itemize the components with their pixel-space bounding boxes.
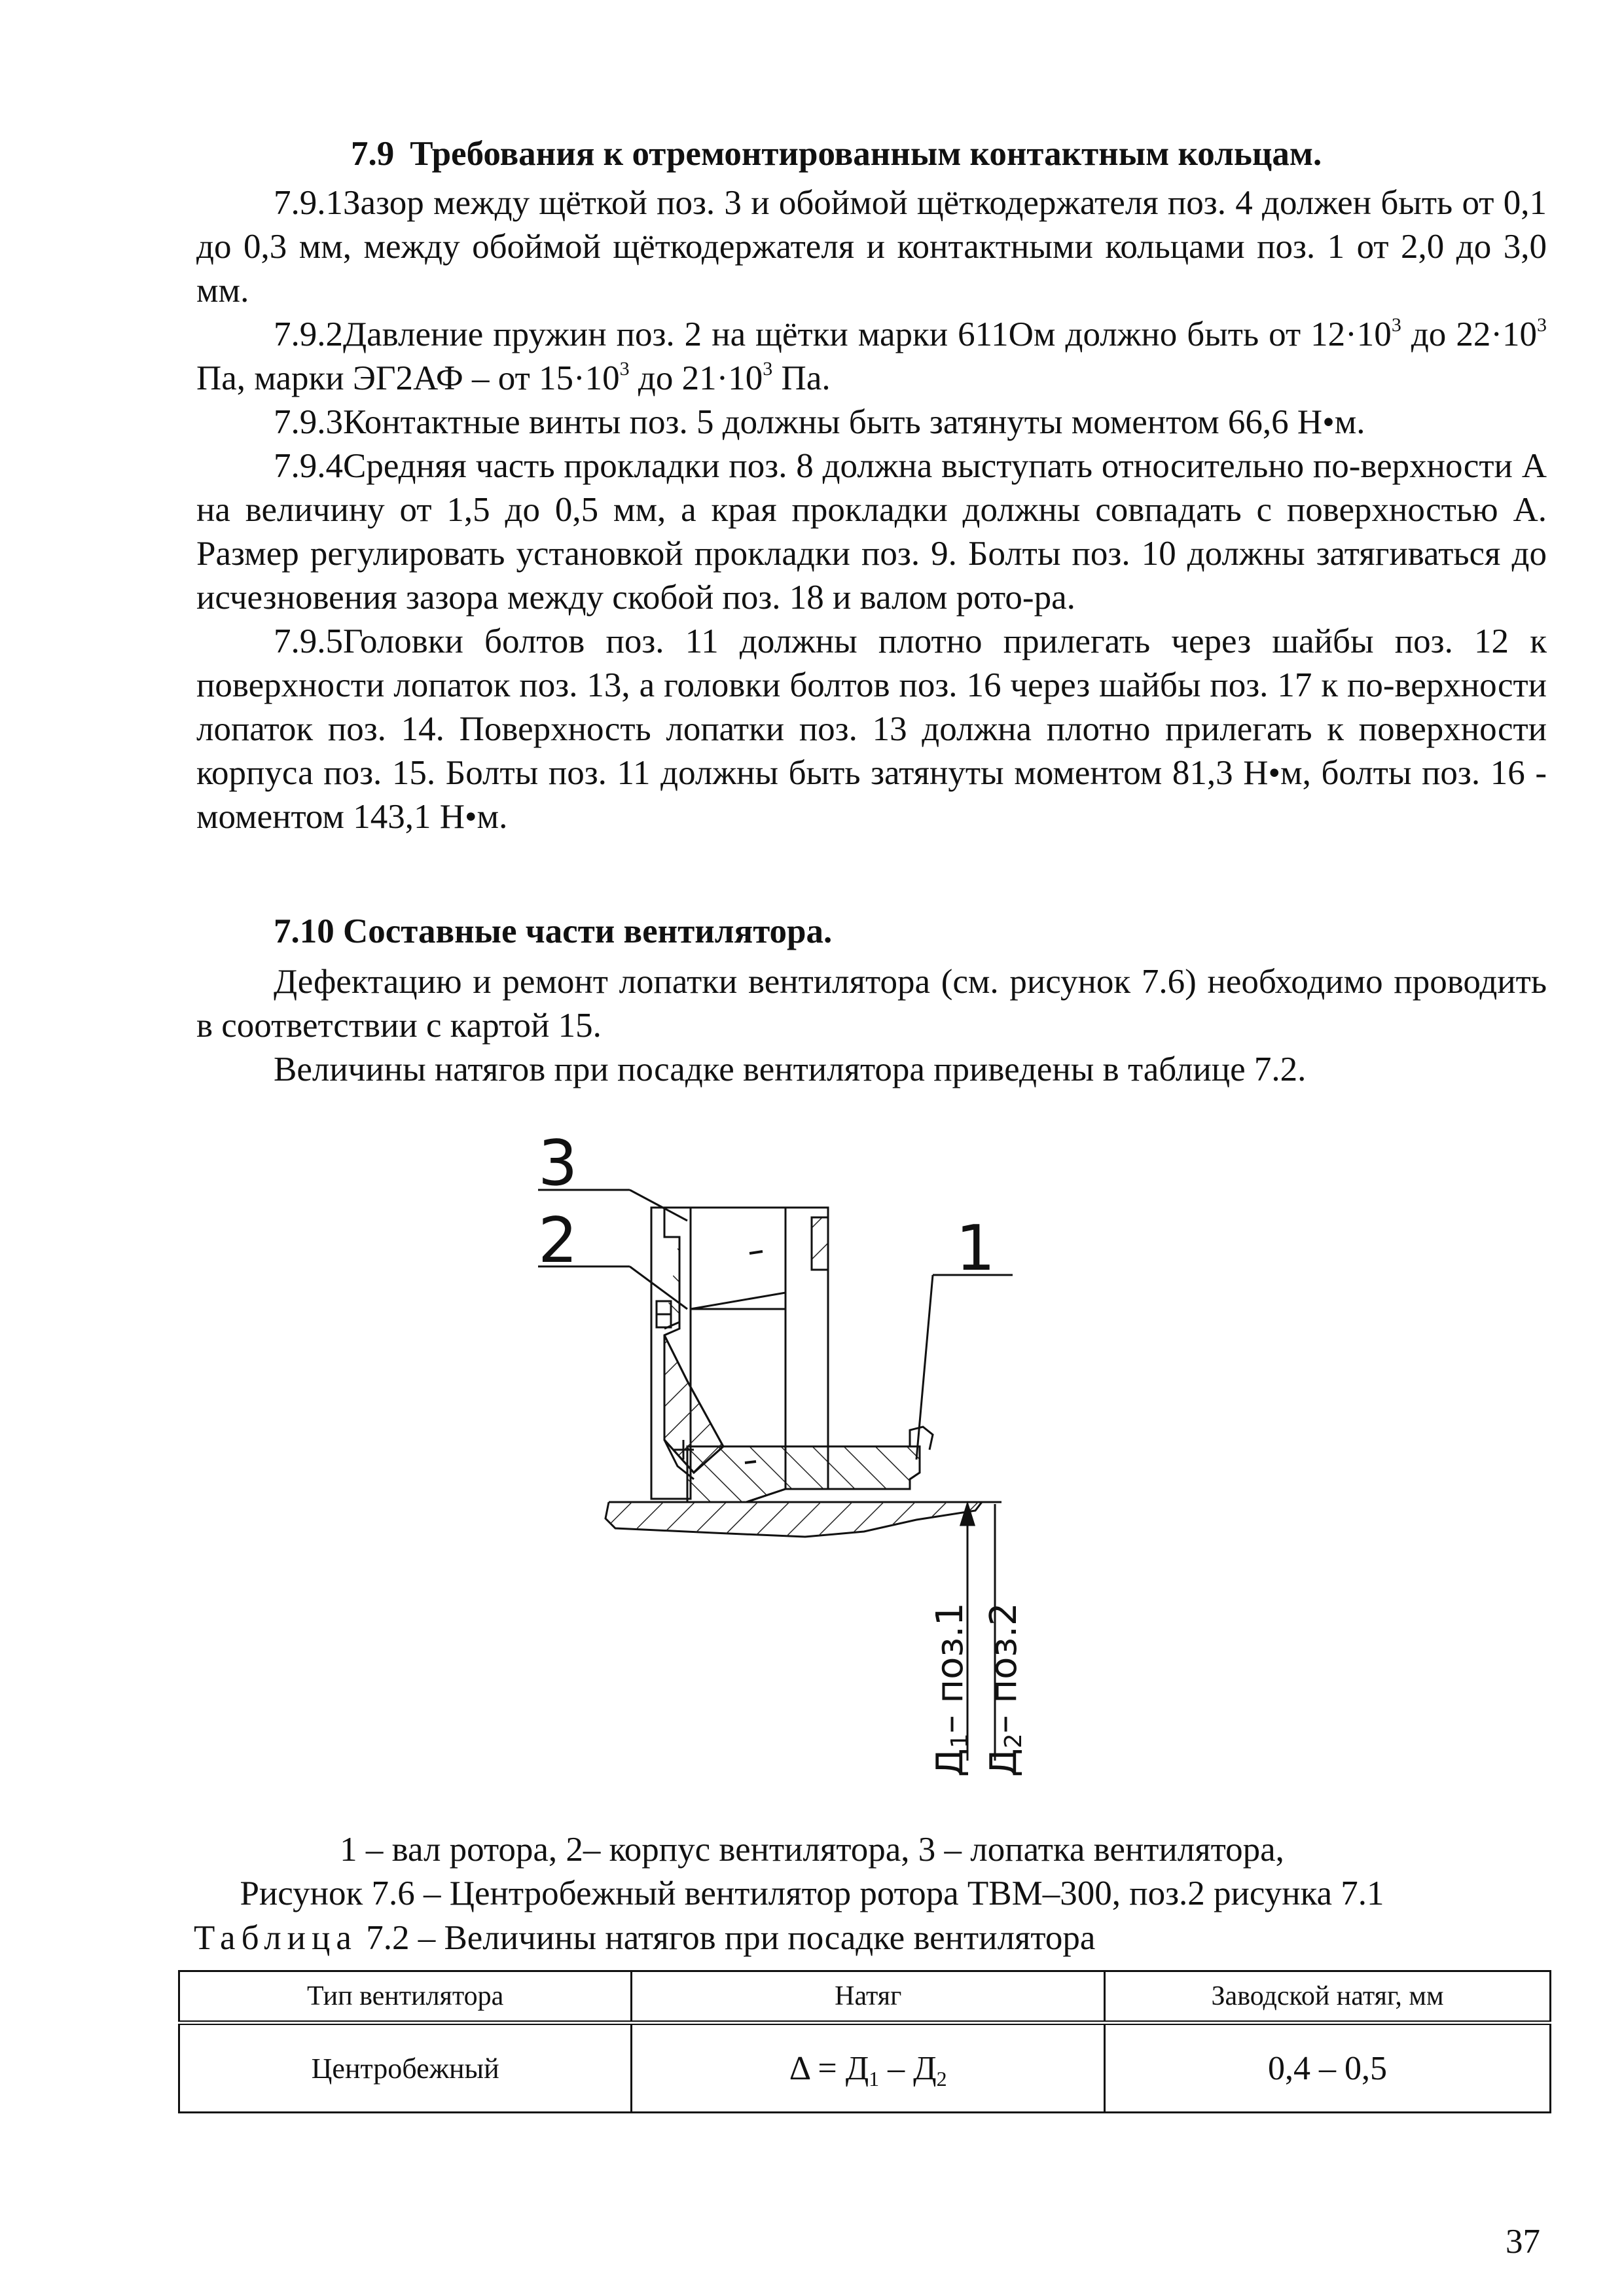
exponent: 3 xyxy=(763,358,773,380)
dimension-letter: Д xyxy=(983,1748,1025,1777)
paragraph-7-9-2 xyxy=(196,313,1547,401)
paragraph-number: 7.9.1 xyxy=(274,184,343,222)
formula-part: – Д xyxy=(879,2049,937,2087)
dimension-text: – поз.1 xyxy=(929,1602,971,1734)
callout-3: 3 xyxy=(538,1132,578,1200)
section-7-10 xyxy=(196,910,1547,1092)
paragraph-7-10-1: Дефектацию и ремонт лопатки вентилятора (см. рисунок 7.6) необходимо проводить в соответствии с картой 15. xyxy=(196,963,1547,1045)
paragraph-number: 7.9.5 xyxy=(274,622,343,660)
exponent: 3 xyxy=(1391,314,1401,336)
paragraph-7-9-5 xyxy=(196,620,1547,839)
paragraph-7-10-2: Величины натягов при посадке вентилятора приведены в таблице 7.2. xyxy=(274,1050,1307,1088)
figure-caption: Рисунок 7.6 – Центробежный вентилятор ротора ТВМ–300, поз.2 рисунка 7.1 xyxy=(240,1874,1384,1912)
paragraph-7-9-4 xyxy=(196,444,1547,620)
paragraph-text: Па. xyxy=(772,359,831,397)
callout-1: 1 xyxy=(956,1213,996,1285)
formula-subscript: 2 xyxy=(936,2066,947,2090)
paragraph-number: 7.9.4 xyxy=(274,447,343,485)
header-fit: Натяг xyxy=(632,1971,1105,2023)
formula-part: Δ = Д xyxy=(789,2049,869,2087)
dimension-label-1 xyxy=(929,1602,973,1777)
section-heading: 7.10 Составные части вентилятора. xyxy=(274,912,833,950)
paragraph-text: Па, марки ЭГ2АФ – от 15·10 xyxy=(196,359,620,397)
paragraph-text: Средняя часть прокладки поз. 8 должна выступать относительно по-верхности А на величину от 1,5 до 0,5 мм, а края прокладки должны совпадать с поверхностью А. Размер регулировать установкой прокладки поз. 9. Болты поз. 10 должны затягиваться до исчезновения зазора между скобой поз. 18 и валом рото-ра. xyxy=(196,447,1547,617)
section-7-9 xyxy=(196,132,1547,839)
header-fan-type: Тип вентилятора xyxy=(179,1971,632,2023)
paragraph-number: 7.9.3 xyxy=(274,403,343,441)
dimension-label-2 xyxy=(983,1602,1027,1777)
cell-factory-value: 0,4 – 0,5 xyxy=(1105,2023,1551,2113)
heading-text: Требования к отремонтированным контактным кольцам. xyxy=(410,135,1322,173)
section-heading xyxy=(196,132,1547,176)
paragraph-text: до 21·10 xyxy=(629,359,763,397)
paragraph-text: Зазор между щёткой поз. 3 и обоймой щёткодержателя поз. 4 должен быть от 0,1 до 0,3 мм, между обоймой щёткодержателя и контактными кольцами поз. 1 от 2,0 до 3,0 мм. xyxy=(196,184,1547,310)
exponent: 3 xyxy=(1537,314,1547,336)
paragraph-number: 7.9.2 xyxy=(274,315,343,353)
paragraph-7-9-1 xyxy=(196,181,1547,313)
paragraph-text: Контактные винты поз. 5 должны быть затянуты моментом 66,6 Н•м. xyxy=(343,403,1365,441)
cell-fit-formula xyxy=(632,2023,1105,2113)
formula-subscript: 1 xyxy=(869,2066,880,2090)
paragraph-7-9-3 xyxy=(196,401,1547,444)
table-caption-text: 7.2 – Величины натягов при посадке вентилятора xyxy=(357,1919,1096,1957)
heading-number: 7.9 xyxy=(351,135,395,173)
header-factory-fit: Заводской натяг, мм xyxy=(1105,1971,1551,2023)
paragraph-text: до 22·10 xyxy=(1401,315,1537,353)
fan-drawing xyxy=(497,1132,1087,1787)
table-caption xyxy=(194,1918,1095,1958)
dimension-letter: Д xyxy=(929,1748,971,1777)
page-number: 37 xyxy=(1506,2223,1540,2261)
callout-2: 2 xyxy=(538,1205,578,1277)
cell-fan-type: Центробежный xyxy=(179,2023,632,2113)
paragraph-text: Головки болтов поз. 11 должны плотно прилегать через шайбы поз. 12 к поверхности лопаток поз. 13, а головки болтов поз. 16 через шайбы поз. 17 к по-верхности лопаток поз. 14. Поверхность лопатки поз. 13 должна плотно прилегать к поверхности корпуса поз. 15. Болты поз. 11 должны быть затянуты моментом 81,3 Н•м, болты поз. 16 - моментом 143,1 Н•м. xyxy=(196,622,1547,836)
table-row xyxy=(179,2023,1551,2113)
table-caption-prefix: Таблица xyxy=(194,1919,357,1957)
table-header-row xyxy=(179,1971,1551,2023)
dimension-text: – поз.2 xyxy=(983,1602,1025,1734)
dimension-subscript: 2 xyxy=(1000,1733,1027,1749)
figure-legend: 1 – вал ротора, 2– корпус вентилятора, 3 – лопатка вентилятора, xyxy=(340,1831,1284,1869)
exponent: 3 xyxy=(619,358,630,380)
paragraph-text: Давление пружин поз. 2 на щётки марки 611Ом должно быть от 12·10 xyxy=(343,315,1392,353)
dimension-subscript: 1 xyxy=(947,1733,973,1749)
interference-table xyxy=(178,1970,1551,2113)
